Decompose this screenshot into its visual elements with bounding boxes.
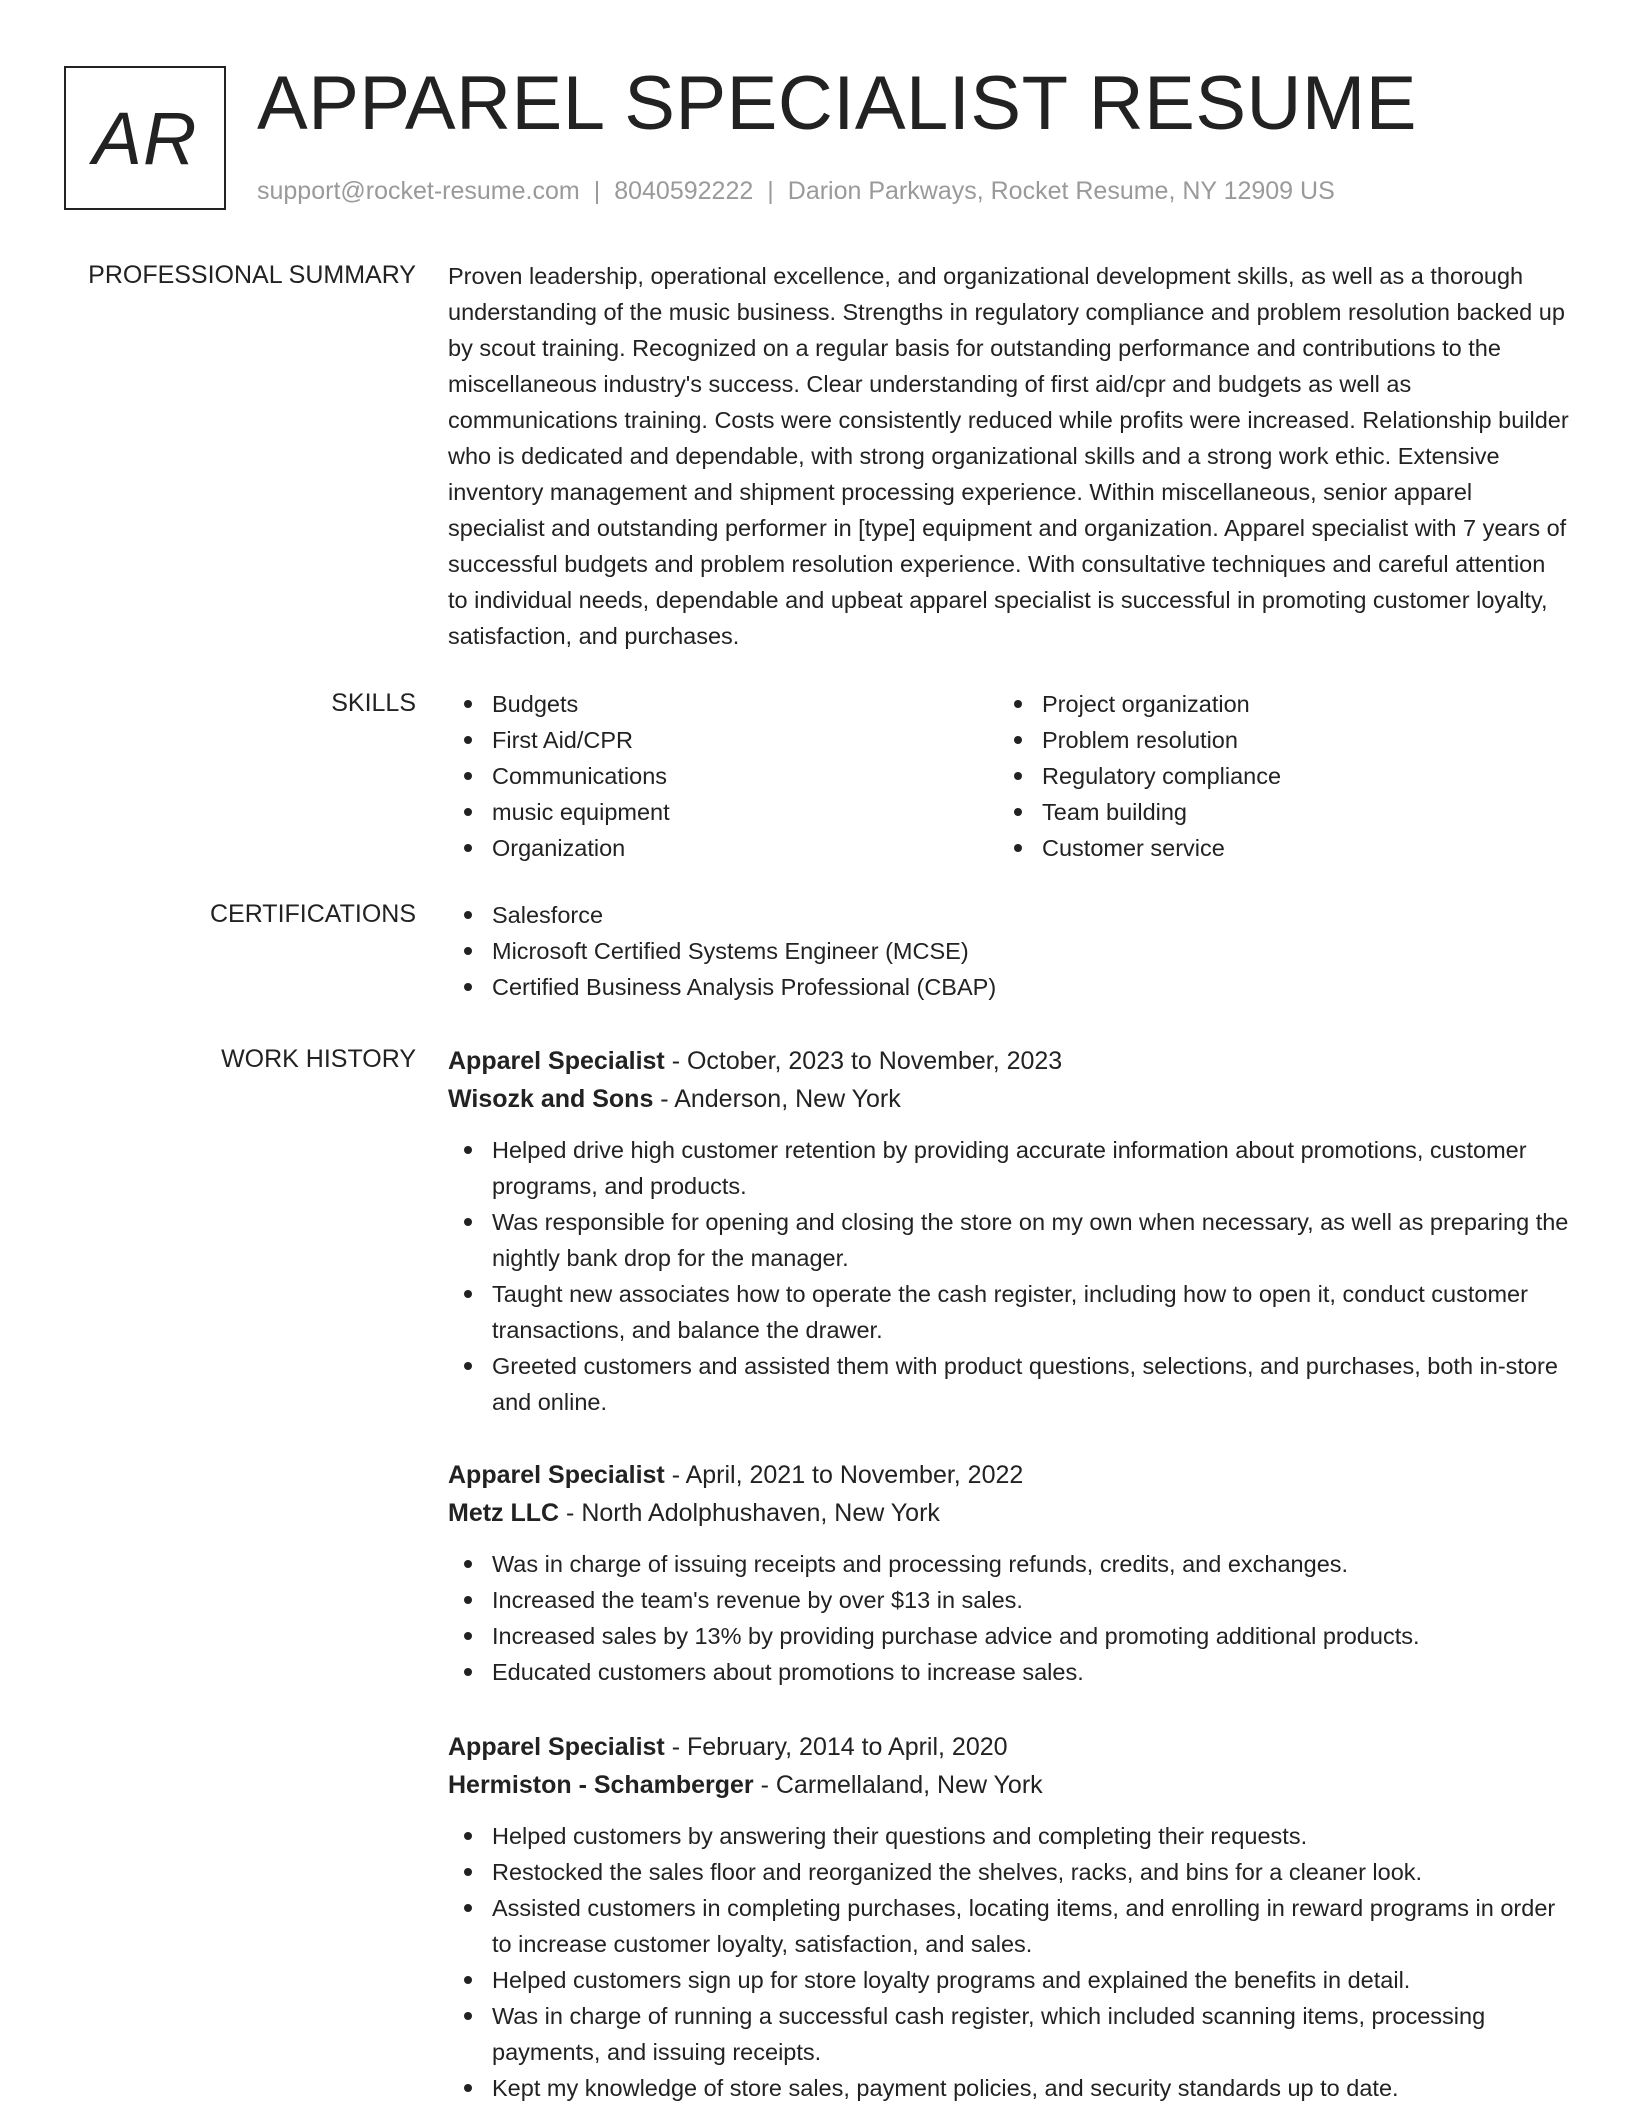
job-entry — [448, 1728, 1570, 2106]
job-duties-list — [448, 1818, 1570, 2106]
contact-address: Darion Parkways, Rocket Resume, NY 12909 US — [787, 177, 1335, 205]
job-title-line — [448, 1728, 1570, 1766]
contact-line — [257, 175, 1335, 207]
job-duty: Taught new associates how to operate the cash register, including how to open it, conduct customer transactions, and balance the drawer. — [448, 1276, 1570, 1348]
job-dates: - February, 2014 to April, 2020 — [664, 1733, 1008, 1761]
job-company-line — [448, 1494, 1570, 1532]
job-duty: Kept my knowledge of store sales, payment policies, and security standards up to date. — [448, 2070, 1570, 2106]
job-company-line — [448, 1766, 1570, 1804]
skill-item: Problem resolution — [998, 722, 1548, 758]
job-location: - Carmellaland, New York — [753, 1771, 1043, 1799]
job-duty: Greeted customers and assisted them with product questions, selections, and purchases, both in-store and online. — [448, 1348, 1570, 1420]
skill-item: Customer service — [998, 830, 1548, 866]
resume-title: APPAREL SPECIALIST RESUME — [257, 61, 1417, 146]
job-duty: Was responsible for opening and closing the store on my own when necessary, as well as preparing the nightly bank drop for the manager. — [448, 1204, 1570, 1276]
section-label-work: WORK HISTORY — [221, 1045, 416, 1073]
certification-item: Certified Business Analysis Professional (CBAP) — [448, 969, 1570, 1005]
skills-list-right — [998, 686, 1548, 866]
job-dates: - October, 2023 to November, 2023 — [664, 1047, 1063, 1075]
job-company: Wisozk and Sons — [448, 1085, 654, 1113]
skill-item: Budgets — [448, 686, 998, 722]
skill-item: Communications — [448, 758, 998, 794]
job-title: Apparel Specialist — [448, 1047, 665, 1075]
job-entry — [448, 1042, 1570, 1420]
skill-item: Organization — [448, 830, 998, 866]
job-duty: Was in charge of issuing receipts and processing refunds, credits, and exchanges. — [448, 1546, 1570, 1582]
job-location: - North Adolphushaven, New York — [559, 1499, 940, 1527]
summary-text: Proven leadership, operational excellence, and organizational development skills, as well as a thorough understanding of the music business. Strengths in regulatory compliance and problem resolution backed up by scout training. Recognized on a regular basis for outstanding performance and contributions to the miscellaneous industry's success. Clear understanding of first aid/cpr and budgets as well as communications training. Costs were consistently reduced while profits were increased. Relationship builder who is dedicated and dependable, with strong organizational skills and a strong work ethic. Extensive inventory management and shipment processing experience. Within miscellaneous, senior apparel specialist and outstanding performer in [type] equipment and organization. Apparel specialist with 7 years of successful budgets and problem resolution experience. With consultative techniques and careful attention to individual needs, dependable and upbeat apparel specialist is successful in promoting customer loyalty, satisfaction, and purchases. — [448, 263, 1569, 649]
job-duty: Educated customers about promotions to increase sales. — [448, 1654, 1570, 1690]
section-label-summary: PROFESSIONAL SUMMARY — [88, 261, 416, 289]
job-company: Metz LLC — [448, 1499, 560, 1527]
monogram-box — [64, 66, 226, 210]
job-title: Apparel Specialist — [448, 1733, 665, 1761]
job-title-line — [448, 1042, 1570, 1080]
job-duty: Restocked the sales floor and reorganized the shelves, racks, and bins for a cleaner look. — [448, 1854, 1570, 1890]
monogram-initials: AR — [92, 96, 198, 180]
job-duty: Was in charge of running a successful cash register, which included scanning items, processing payments, and issuing receipts. — [448, 1998, 1570, 2070]
job-company: Hermiston - Schamberger — [448, 1771, 754, 1799]
section-label-certifications: CERTIFICATIONS — [209, 900, 416, 928]
job-duty: Increased the team's revenue by over $13 in sales. — [448, 1582, 1570, 1618]
skill-item: Project organization — [998, 686, 1548, 722]
skill-item: Team building — [998, 794, 1548, 830]
job-duty: Assisted customers in completing purchases, locating items, and enrolling in reward programs in order to increase customer loyalty, satisfaction, and sales. — [448, 1890, 1570, 1962]
job-duty: Increased sales by 13% by providing purchase advice and promoting additional products. — [448, 1618, 1570, 1654]
skills-list-left — [448, 686, 998, 866]
job-title-line — [448, 1456, 1570, 1494]
job-dates: - April, 2021 to November, 2022 — [664, 1461, 1024, 1489]
certifications-list — [448, 897, 1570, 1005]
job-duties-list — [448, 1132, 1570, 1420]
skill-item: Regulatory compliance — [998, 758, 1548, 794]
contact-separator: | — [767, 177, 774, 205]
contact-separator: | — [593, 177, 601, 205]
job-title: Apparel Specialist — [448, 1461, 665, 1489]
certification-item: Salesforce — [448, 897, 1570, 933]
skill-item: music equipment — [448, 794, 998, 830]
job-duties-list — [448, 1546, 1570, 1690]
certification-item: Microsoft Certified Systems Engineer (MCSE) — [448, 933, 1570, 969]
job-duty: Helped customers sign up for store loyalty programs and explained the benefits in detail. — [448, 1962, 1570, 1998]
job-entry — [448, 1456, 1570, 1690]
contact-email: support@rocket-resume.com — [257, 177, 580, 205]
job-company-line — [448, 1080, 1570, 1118]
job-duty: Helped customers by answering their questions and completing their requests. — [448, 1818, 1570, 1854]
job-duty: Helped drive high customer retention by providing accurate information about promotions, customer programs, and products. — [448, 1132, 1570, 1204]
section-label-skills: SKILLS — [331, 689, 416, 717]
skill-item: First Aid/CPR — [448, 722, 998, 758]
contact-phone: 8040592222 — [614, 177, 754, 205]
job-location: - Anderson, New York — [653, 1085, 901, 1113]
